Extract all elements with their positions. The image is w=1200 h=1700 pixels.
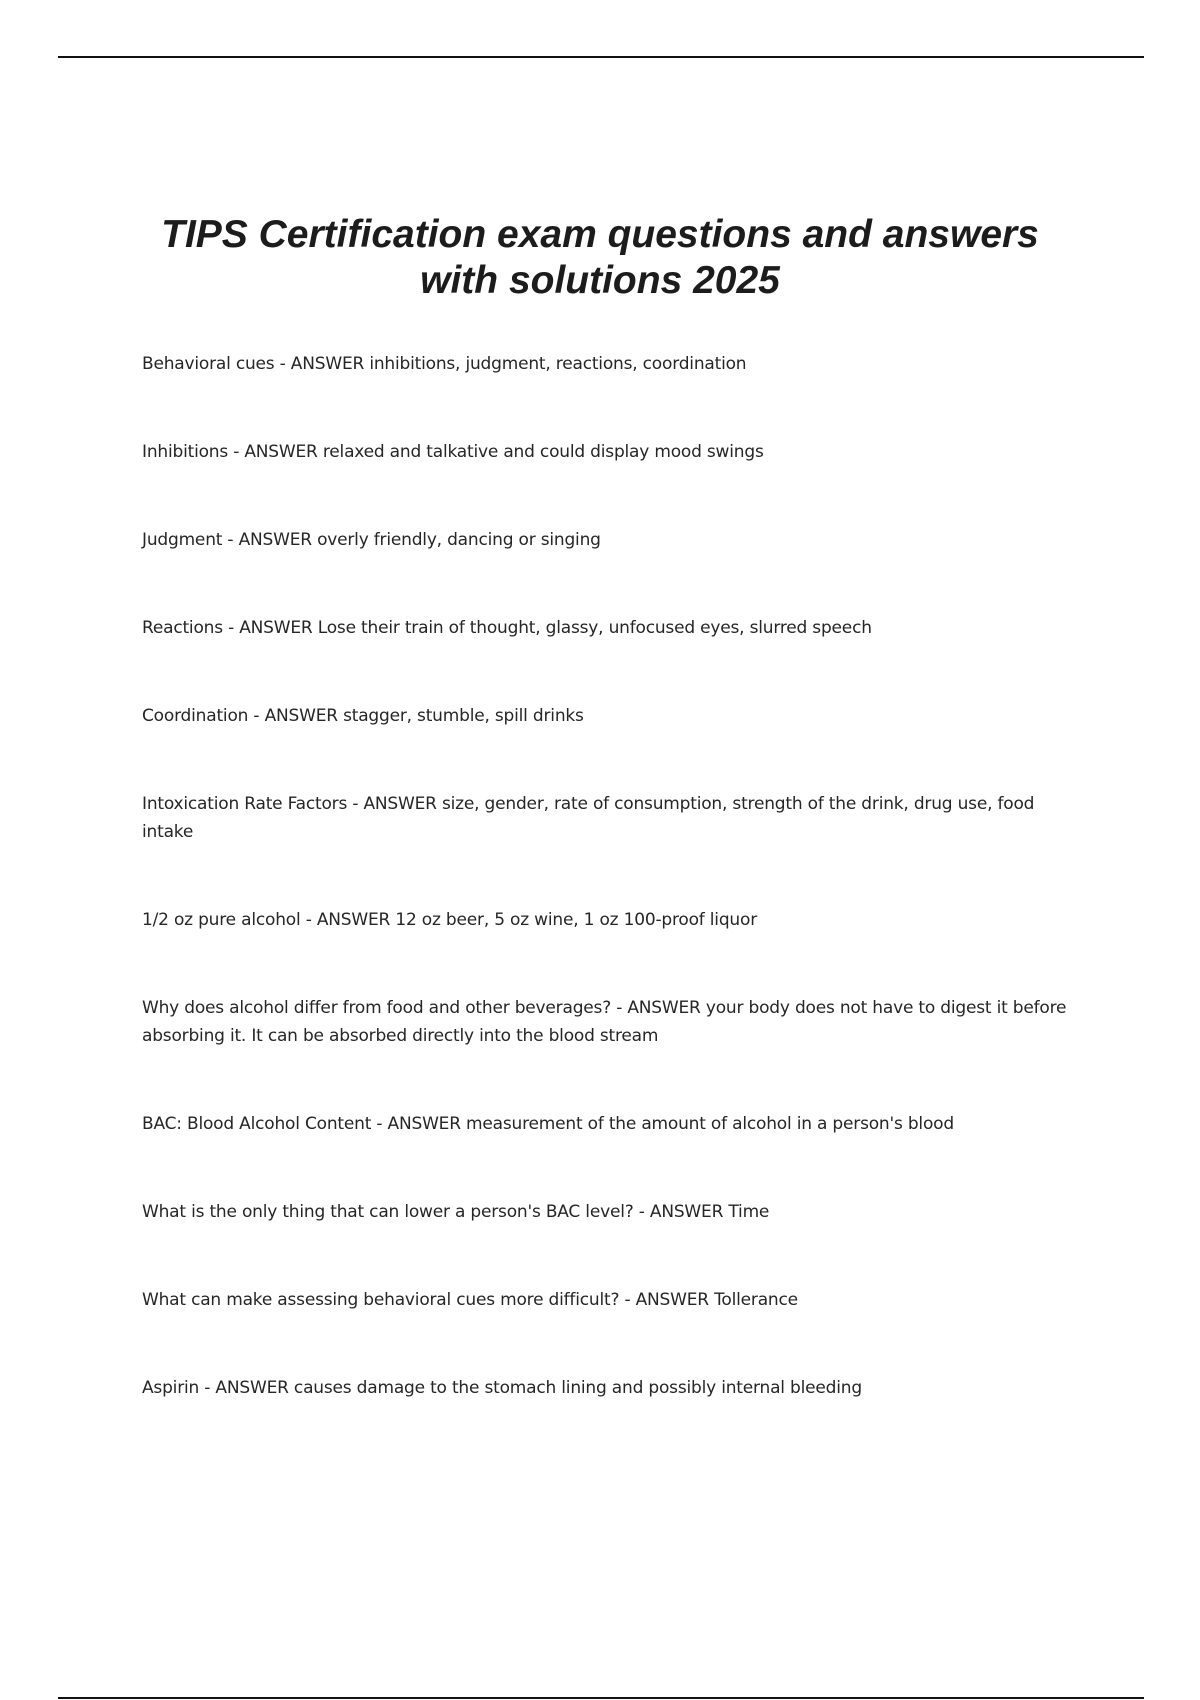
- qa-item: 1/2 oz pure alcohol - ANSWER 12 oz beer, 5 oz wine, 1 oz 100-proof liquor: [142, 910, 757, 930]
- bottom-rule: [58, 1697, 1144, 1699]
- qa-item: Why does alcohol differ from food and other beverages? - ANSWER your body does not have to digest it before absorbing it. It can be absorbed directly into the blood stream: [142, 998, 1067, 1046]
- qa-item: Behavioral cues - ANSWER inhibitions, judgment, reactions, coordination: [142, 354, 747, 374]
- qa-item: What is the only thing that can lower a person's BAC level? - ANSWER Time: [142, 1202, 770, 1222]
- document-title: TIPS Certification exam questions and answers with solutions 2025: [161, 213, 1039, 302]
- qa-item: BAC: Blood Alcohol Content - ANSWER measurement of the amount of alcohol in a person's blood: [142, 1114, 954, 1134]
- qa-item: Coordination - ANSWER stagger, stumble, spill drinks: [142, 706, 584, 726]
- qa-item: Judgment - ANSWER overly friendly, dancing or singing: [142, 530, 601, 550]
- qa-item: Inhibitions - ANSWER relaxed and talkative and could display mood swings: [142, 442, 764, 462]
- qa-item: Intoxication Rate Factors - ANSWER size, gender, rate of consumption, strength of the drink, drug use, food intake: [142, 794, 1035, 842]
- qa-item: What can make assessing behavioral cues more difficult? - ANSWER Tollerance: [142, 1290, 798, 1310]
- qa-item: Aspirin - ANSWER causes damage to the stomach lining and possibly internal bleeding: [142, 1378, 862, 1398]
- top-rule: [58, 56, 1144, 58]
- qa-list: [142, 350, 1072, 1462]
- qa-item: Reactions - ANSWER Lose their train of thought, glassy, unfocused eyes, slurred speech: [142, 618, 872, 638]
